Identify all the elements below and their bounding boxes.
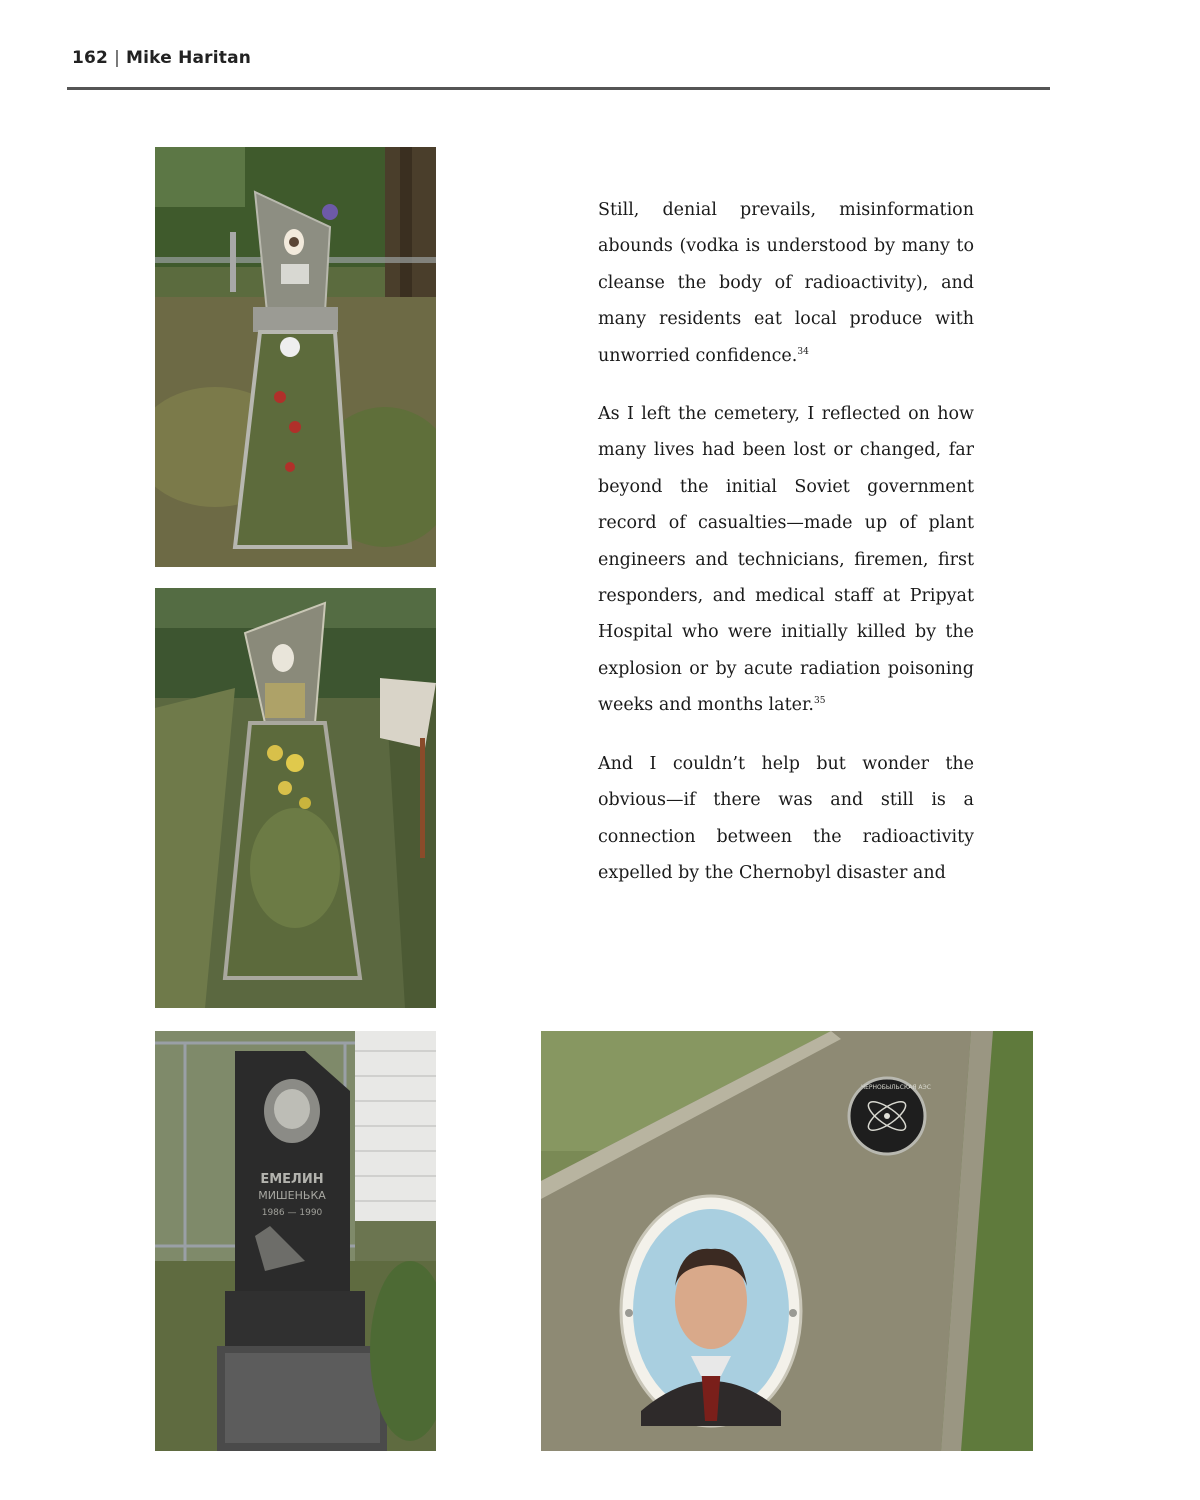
author-name: Mike Haritan xyxy=(126,48,252,68)
photo-grave-1-image xyxy=(155,147,436,567)
paragraph-3-text: And I couldn’t help but wonder the obvious—if there was and still is a connection between the radioactivity expelled by the Chernobyl disaster and xyxy=(598,753,974,883)
header-separator: | xyxy=(114,48,121,68)
photo-grave-1 xyxy=(155,147,436,567)
footnote-ref-35[interactable]: 35 xyxy=(813,696,826,707)
footnote-ref-34[interactable]: 34 xyxy=(797,346,809,357)
photo-portrait-closeup-image xyxy=(541,1031,1033,1451)
photo-grave-2-image xyxy=(155,588,436,1008)
header-rule xyxy=(67,87,1050,90)
photo-child-headstone xyxy=(155,1031,436,1451)
headstone-dates: 1986 — 1990 xyxy=(261,1208,323,1218)
photo-grave-2 xyxy=(155,588,436,1008)
paragraph-2 xyxy=(598,396,974,724)
paragraph-1-text: Still, denial prevails, misinformation abounds (vodka is understood by many to cleanse the body of radioactivity), and many residents eat local produce with unworried confidence. xyxy=(598,200,974,366)
page-number: 162 xyxy=(72,48,109,68)
headstone-surname: ЕМЕЛИН xyxy=(260,1172,324,1187)
photo-portrait-closeup xyxy=(541,1031,1033,1451)
paragraph-1 xyxy=(598,192,974,374)
headstone-given-name: МИШЕНЬКА xyxy=(258,1189,326,1202)
body-text xyxy=(598,192,974,913)
medallion-lettering: ЧЕРНОБЫЛЬСКАЯ АЭС xyxy=(861,1084,931,1091)
running-header xyxy=(72,48,251,68)
paragraph-3 xyxy=(598,746,974,892)
photo-child-headstone-image xyxy=(155,1031,436,1451)
paragraph-2-text: As I left the cemetery, I reflected on how many lives had been lost or changed, far beyond the initial Soviet government record of casualties—made up of plant engineers and technicians, firemen, first responders, and medical staff at Pripyat Hospital who were initially killed by the explosion or by acute radiation poisoning weeks and months later. xyxy=(598,404,974,716)
